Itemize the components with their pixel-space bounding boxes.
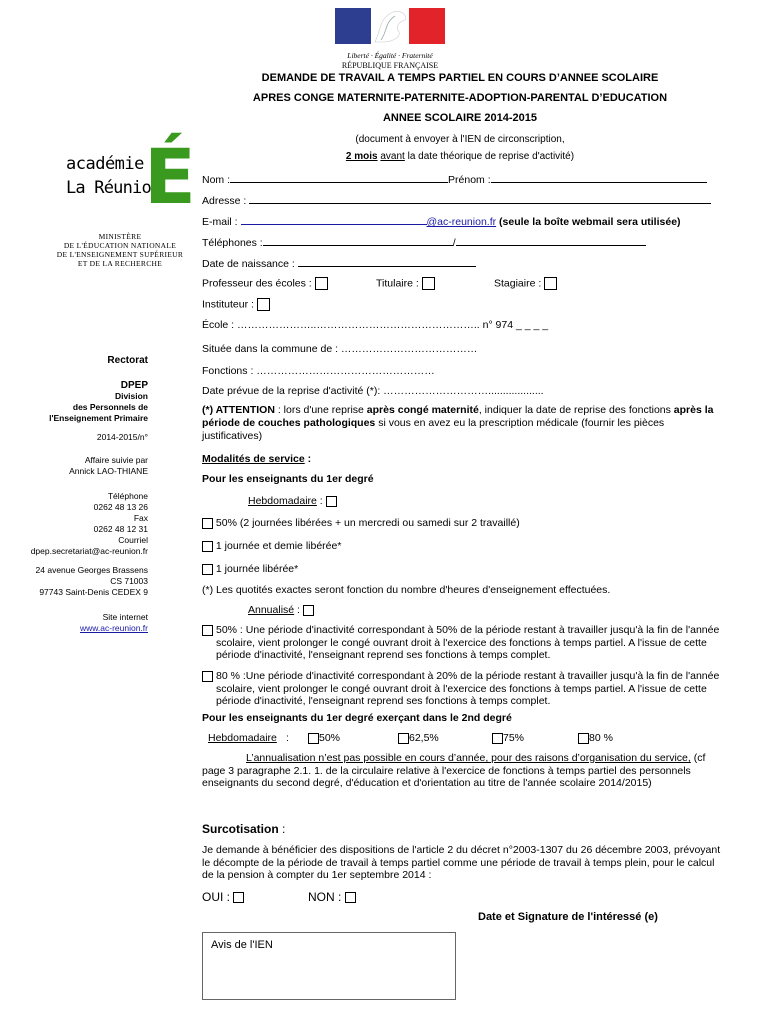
title-line3: ANNEE SCOLAIRE 2014-2015	[382, 112, 538, 124]
titulaire-group	[376, 277, 435, 290]
note-underline: avant	[380, 151, 405, 162]
title-note	[200, 131, 720, 165]
annualise-row: Annualisé :	[202, 604, 722, 624]
stagiaire-checkbox[interactable]	[544, 277, 557, 290]
p75-checkbox[interactable]	[492, 733, 503, 744]
second-degre-row: Hebdomadaire : 50% 62,5% 75% 80 %	[208, 732, 613, 744]
oui-label: OUI :	[202, 890, 231, 904]
email-label: E-mail :	[202, 216, 238, 228]
academie-line1: académie	[66, 154, 144, 174]
fonctions-row[interactable]: Fonctions : ……………………………………………	[202, 365, 435, 377]
division-line: Division	[114, 391, 148, 401]
division-line: l'Enseignement Primaire	[49, 413, 148, 423]
p625-checkbox[interactable]	[398, 733, 409, 744]
site-link[interactable]: www.ac-reunion.fr	[79, 623, 148, 633]
address-line: CS 71003	[110, 576, 148, 586]
p80-label: 80 %	[589, 732, 613, 744]
ann2-text: 80 % :Une période d'inactivité correspondant à 20% de la période restant à travailler jusqu'à la fin de l'année scolaire, vient prolonger le congé ouvrant droit à l'exercice des fonctions à temps partiel. A l'issue de cette période d'inactivité, l'enseignant reprend ses fonctions à temps complet.	[216, 670, 720, 707]
courriel-value: dpep.secretariat@ac-reunion.fr	[30, 546, 148, 556]
dpep-label: DPEP	[120, 380, 148, 391]
premier-degre-heading: Pour les enseignants du 1er degré	[202, 473, 374, 485]
ecole-row[interactable]: École : …………………..……………………………………….. n° 974 _ _ _ _	[202, 319, 549, 331]
prenom-label: Prénom :	[448, 174, 491, 186]
second-degre-heading: Pour les enseignants du 1er degré exerçant dans le 2nd degré	[202, 712, 512, 724]
adresse-row	[202, 193, 722, 214]
modalites-title: Modalités de service	[202, 453, 305, 465]
hebdo-row: Hebdomadaire :	[202, 495, 722, 517]
email-note: (seule la boîte webmail sera utilisée)	[496, 216, 681, 228]
surcotisation-title: Surcotisation	[202, 822, 279, 836]
opt1-checkbox[interactable]	[202, 518, 213, 529]
hebdo-checkbox[interactable]	[326, 496, 337, 507]
attention-text: , indiquer la date de reprise des fonctions	[478, 404, 674, 416]
affaire-line: Annick LAO-THIANE	[69, 466, 148, 476]
stagiaire-group	[494, 277, 557, 290]
hebdo-label: Hebdomadaire	[248, 495, 317, 507]
opt2-label: 1 journée et demie libérée*	[215, 540, 342, 552]
division-line: des Personnels de	[72, 402, 148, 412]
tel-value: 0262 48 13 26	[93, 502, 148, 512]
prenom-field[interactable]	[491, 172, 707, 183]
republic-label: RÉPUBLIQUE FRANÇAISE	[341, 61, 439, 70]
ann2-checkbox[interactable]	[202, 671, 213, 682]
oui-non-row	[202, 890, 722, 912]
surcotisation-text: Je demande à bénéficier des dispositions de l'article 2 du décret n°2003-1307 du 26 décembre 2003, prévoyant le décompte de la période de travail à temps partiel comme une période de travail à temps plein, pour le calcul de la pension à compter du 1er septembre 2014 :	[202, 844, 721, 881]
attention-bold: après congé maternité	[366, 404, 479, 416]
annualisation-underlined: L’annualisation n’est pas possible en cours d’année, pour des raisons d’organisation du service,	[246, 752, 691, 764]
annualise-checkbox[interactable]	[303, 605, 314, 616]
avis-ien-label: Avis de l'IEN	[211, 939, 273, 951]
instituteur-label: Instituteur :	[202, 298, 254, 311]
attention-text: si vous en avez eu la prescription médicale (fournir les pièces justificatives)	[202, 417, 665, 442]
naissance-field[interactable]	[298, 256, 476, 267]
non-checkbox[interactable]	[345, 892, 356, 903]
email-domain: @ac-reunion.fr	[426, 216, 497, 228]
note-rest: la date théorique de reprise d'activité)	[404, 151, 575, 162]
telephones-row: Téléphones : /	[202, 235, 722, 256]
address-line: 24 avenue Georges Brassens	[35, 565, 148, 575]
grade-row	[202, 277, 722, 298]
academie-logo	[60, 132, 200, 221]
ministere-line: MINISTÈRE	[98, 232, 142, 241]
academie-letter: É	[144, 132, 196, 221]
telephones-label: Téléphones :	[202, 237, 263, 249]
p80-group	[578, 732, 613, 744]
non-label: NON :	[308, 890, 342, 904]
opt1-row	[202, 517, 722, 540]
adresse-label: Adresse :	[202, 195, 247, 207]
email-field[interactable]	[241, 214, 427, 225]
ministere-line: DE L'ÉDUCATION NATIONALE	[63, 241, 177, 250]
oui-checkbox[interactable]	[233, 892, 244, 903]
avis-ien-box[interactable]	[202, 932, 456, 1000]
prof-ecoles-checkbox[interactable]	[315, 277, 328, 290]
rectorat-label: Rectorat	[107, 355, 148, 366]
instituteur-checkbox[interactable]	[257, 298, 270, 311]
nom-label: Nom :	[202, 174, 231, 186]
attention-text: : lors d'une reprise	[274, 404, 367, 416]
naissance-row	[202, 256, 722, 277]
p50-group	[308, 732, 340, 744]
attention-note	[202, 404, 717, 443]
motto: Liberté · Égalité · Fraternité	[347, 51, 433, 60]
ann1-text: 50% : Une période d'inactivité correspondant à 50% de la période restant à travailler jusqu'à la fin de l'année scolaire, vient prolonger le congé ouvrant droit à l'exercice des fonctions à temps partiel. A l'issue de cette période d'inactivité, l'enseignant reprend ses fonctions à temps complet.	[216, 624, 720, 661]
ann1-row	[202, 624, 722, 670]
reference: 2014-2015/n°	[96, 432, 148, 442]
surcotisation-section	[202, 822, 722, 912]
p50-label: 50%	[319, 732, 341, 744]
reprise-row[interactable]: Date prévue de la reprise d'activité (*): …………………………...................	[202, 385, 544, 397]
surcotisation-heading	[202, 822, 722, 844]
annualisation-rest: (cf page 3 paragraphe 2.1. 1. de la circulaire relative à l'exercice de fonctions à temps partiel des personnels enseignants du second degré, d'éducation et d'orientation au titre de l'année scolaire 2014/2015)	[202, 752, 706, 789]
title-line1: DEMANDE DE TRAVAIL A TEMPS PARTIEL EN COURS D’ANNEE SCOLAIRE	[261, 72, 659, 84]
prof-ecoles-label: Professeur des écoles :	[202, 277, 312, 290]
title-block	[200, 71, 720, 125]
stagiaire-label: Stagiaire :	[494, 277, 542, 290]
opt2-row	[202, 540, 722, 563]
hebdo2-label: Hebdomadaire	[208, 732, 277, 744]
note-line2	[200, 148, 720, 165]
attention-label: (*) ATTENTION	[202, 404, 275, 416]
ministere-line: DE L'ENSEIGNEMENT SUPÉRIEUR	[56, 250, 184, 259]
commune-row[interactable]: Située dans la commune de : …………………………………	[202, 343, 478, 355]
modalites-heading	[202, 453, 722, 473]
opt1-label: 50% (2 journées libérées + un mercredi ou samedi sur 2 travaillé)	[215, 517, 520, 529]
ministere-block	[40, 232, 200, 268]
naissance-label: Date de naissance :	[202, 258, 295, 270]
affaire-line: Affaire suivie par	[84, 455, 148, 465]
note-line1: (document à envoyer à l'IEN de circonscription,	[355, 134, 565, 145]
nom-row	[202, 172, 722, 193]
signature-label: Date et Signature de l'intéressé (e)	[478, 911, 658, 923]
note-bold: 2 mois	[345, 151, 378, 162]
p80-checkbox[interactable]	[578, 733, 589, 744]
titulaire-checkbox[interactable]	[422, 277, 435, 290]
address-line: 97743 Saint-Denis CEDEX 9	[39, 587, 148, 597]
adresse-field[interactable]	[249, 193, 711, 204]
opt3-row	[202, 563, 722, 584]
telephone-field-1[interactable]	[263, 235, 453, 246]
opt3-checkbox[interactable]	[202, 564, 213, 575]
fax-value: 0262 48 12 31	[93, 524, 148, 534]
modalites-colon: :	[304, 453, 312, 465]
modalites-section	[202, 453, 722, 790]
opt2-checkbox[interactable]	[202, 541, 213, 552]
marianne-flag-icon	[335, 8, 445, 44]
academie-line2: La Réunion	[66, 178, 161, 198]
republique-logo	[335, 8, 445, 70]
ministere-line: ET DE LA RECHERCHE	[77, 259, 163, 268]
telephone-field-2[interactable]	[456, 235, 646, 246]
p625-label: 62,5%	[409, 732, 439, 744]
opt3-label: 1 journée libérée*	[215, 563, 299, 575]
annualise-label: Annualisé	[248, 604, 295, 616]
ann2-row	[202, 670, 722, 712]
titulaire-label: Titulaire :	[376, 277, 419, 290]
title-line2: APRES CONGE MATERNITE-PATERNITE-ADOPTION-PARENTAL D’EDUCATION	[252, 92, 668, 104]
quotites-note: (*) Les quotités exactes seront fonction du nombre d'heures d'enseignement effectuées.	[202, 584, 611, 596]
p625-group	[398, 732, 439, 744]
surcotisation-colon: :	[278, 822, 286, 836]
site-label: Site internet	[102, 612, 148, 622]
ann1-checkbox[interactable]	[202, 625, 213, 636]
courriel-label: Courriel	[118, 535, 148, 545]
p50-checkbox[interactable]	[308, 733, 319, 744]
attention-bold: après la période de couches pathologiques	[202, 404, 714, 429]
nom-field[interactable]	[230, 172, 448, 183]
fax-label: Fax	[133, 513, 148, 523]
non-group	[308, 890, 356, 904]
tel-label: Téléphone	[107, 491, 148, 501]
annualisation-note	[202, 752, 722, 790]
identity-form	[202, 172, 722, 443]
sidebar	[20, 355, 148, 634]
p75-group	[492, 732, 524, 744]
instituteur-row	[202, 298, 722, 319]
oui-group	[202, 890, 244, 904]
email-row	[202, 214, 722, 235]
p75-label: 75%	[503, 732, 525, 744]
